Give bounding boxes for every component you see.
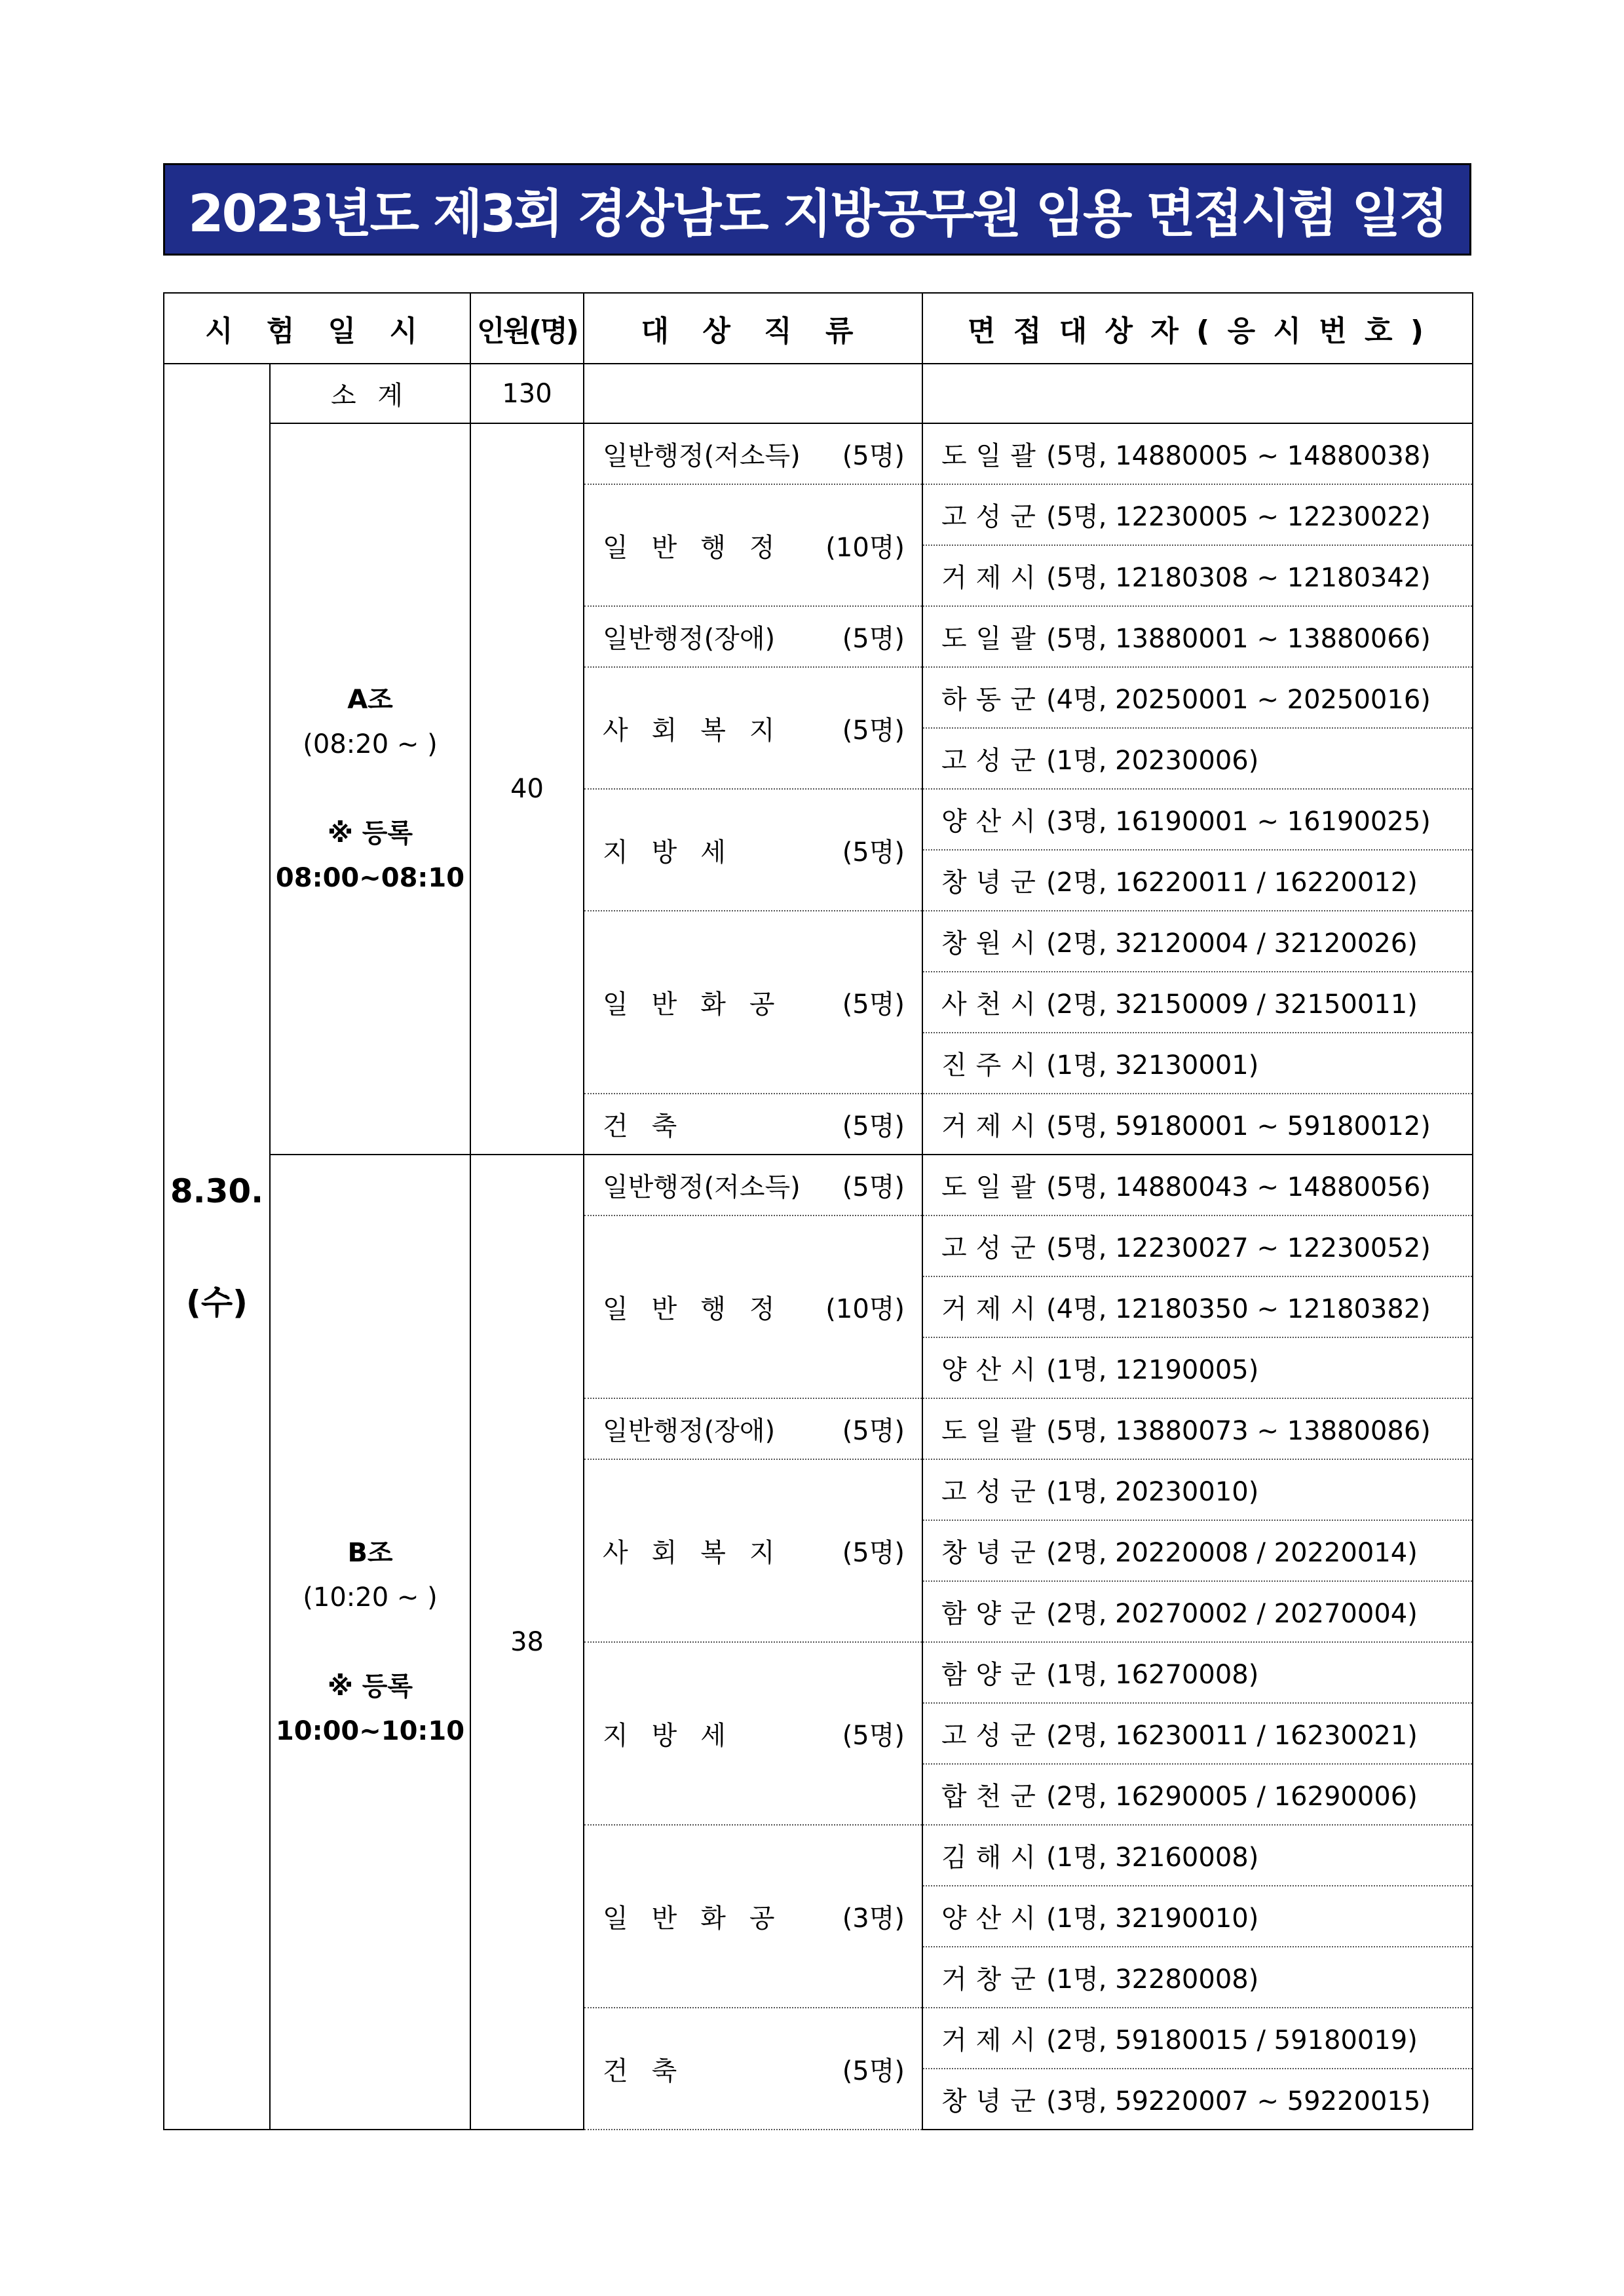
subtotal-row [164,364,1473,423]
candidate-cell [922,545,1473,606]
candidate-region: 고성군 [941,746,1045,776]
job-name: 일반행정(장애) [603,1416,776,1446]
candidate-numbers [1046,1105,1452,1143]
candidate-cell [922,1398,1473,1459]
registration-label: ※ 등록 [327,818,413,849]
candidate-cell [922,1947,1473,2008]
job-name: 일반행정(장애) [603,624,776,654]
job-cell [584,911,922,1094]
candidate-numbers [1046,862,1452,899]
candidate-cell [922,1155,1473,1215]
job-cell [584,789,922,911]
candidate-cell [922,423,1473,484]
job-count: (5명) [842,989,905,1020]
candidate-range: (1명, 12190005) [1046,1355,1259,1385]
job-name: 일반행정 [603,1294,799,1324]
candidate-range: (5명, 12180308 ~ 12180342) [1046,563,1431,593]
candidate-region: 창녕군 [941,2086,1045,2116]
candidate-numbers [1046,1532,1452,1569]
group-count: 38 [470,1155,584,2130]
candidate-region: 거제시 [941,2025,1045,2056]
candidate-region: 양산시 [941,1355,1045,1385]
group-cell [270,1155,470,2130]
candidate-region: 도일괄 [941,1416,1045,1446]
candidate-range: (1명, 32280008) [1046,1964,1259,1995]
header-date: 시 험 일 시 [164,293,470,364]
candidate-region: 창원시 [941,928,1045,959]
candidate-numbers [1046,1227,1452,1265]
job-count: (5명) [842,1721,905,1751]
candidate-region: 함양군 [941,1660,1045,1690]
header-job: 대 상 직 류 [584,293,922,364]
exam-date-cell [164,364,270,2130]
candidate-region: 하동군 [941,685,1045,715]
candidate-cell [922,1459,1473,1520]
candidate-range: (2명, 59180015 / 59180019) [1046,2025,1418,2056]
group-name: A조 [347,685,393,715]
job-count: (5명) [842,1538,905,1568]
registration-time: 08:00~08:10 [275,863,465,893]
candidate-numbers [1046,1166,1452,1204]
table-row [164,1155,1473,1215]
job-cell [584,606,922,667]
candidate-numbers [1046,740,1452,777]
candidate-range: (5명, 12230005 ~ 12230022) [1046,502,1431,532]
header-candidates: 면 접 대 상 자 ( 응 시 번 호 ) [922,293,1473,364]
job-cell [584,1642,922,1825]
candidate-numbers [1046,1776,1452,1813]
candidate-range: (1명, 32130001) [1046,1050,1259,1081]
job-count: (5명) [842,837,905,868]
candidate-numbers [1046,1471,1452,1508]
job-cell [584,423,922,484]
candidate-region: 거창군 [941,1964,1045,1995]
candidate-cell [922,1703,1473,1764]
candidate-region: 거제시 [941,1111,1045,1141]
candidate-cell [922,1581,1473,1642]
candidate-numbers [1046,618,1452,655]
candidate-cell [922,2008,1473,2069]
job-name: 일반행정(저소득) [603,1172,801,1202]
candidate-numbers [1046,2080,1452,2118]
candidate-range: (5명, 14880043 ~ 14880056) [1046,1172,1431,1202]
job-name: 사회복지 [603,1538,799,1568]
group-time: (10:20 ~ ) [303,1582,438,1613]
job-count: (3명) [842,1904,905,1934]
candidate-numbers [1046,1593,1452,1630]
candidate-region: 도일괄 [941,1172,1045,1202]
job-count: (5명) [842,1111,905,1141]
candidate-range: (2명, 32150009 / 32150011) [1046,989,1418,1020]
registration-time: 10:00~10:10 [275,1716,465,1746]
candidate-cell [922,1337,1473,1398]
group-count: 40 [470,423,584,1155]
job-count: (5명) [842,1172,905,1202]
candidate-region: 창녕군 [941,868,1045,898]
job-name: 일반행정(저소득) [603,441,801,471]
candidate-range: (3명, 59220007 ~ 59220015) [1046,2086,1431,2116]
candidate-cell [922,1033,1473,1094]
job-name: 사회복지 [603,715,799,746]
candidate-region: 사천시 [941,989,1045,1020]
candidate-cell [922,789,1473,850]
job-count: (10명) [825,1294,905,1324]
candidate-numbers [1046,1349,1452,1387]
candidate-cell [922,1215,1473,1276]
candidate-region: 양산시 [941,1904,1045,1934]
candidate-cell [922,606,1473,667]
subtotal-count: 130 [470,364,584,423]
job-name: 일반화공 [603,989,799,1020]
job-name: 건축 [603,1111,701,1141]
candidate-cell [922,1520,1473,1581]
candidate-numbers [1046,1715,1452,1752]
candidate-region: 진주시 [941,1050,1045,1081]
candidate-range: (1명, 20230010) [1046,1477,1259,1507]
header-row [164,293,1473,364]
job-count: (10명) [825,532,905,563]
table-row [164,423,1473,484]
job-name: 지방세 [603,1721,749,1751]
page-title: 2023년도 제3회 경상남도 지방공무원 임용 면접시험 일정 [188,184,1446,244]
candidate-cell [922,850,1473,911]
candidate-region: 창녕군 [941,1538,1045,1568]
candidate-range: (5명, 13880001 ~ 13880066) [1046,624,1431,654]
candidate-region: 고성군 [941,1477,1045,1507]
candidate-numbers [1046,679,1452,716]
candidate-cell [922,2069,1473,2130]
candidate-range: (4명, 20250001 ~ 20250016) [1046,685,1431,715]
candidate-numbers [1046,496,1452,533]
job-cell [584,1215,922,1398]
candidate-range: (4명, 12180350 ~ 12180382) [1046,1294,1431,1324]
schedule-table [163,292,1473,2130]
candidate-range: (5명, 59180001 ~ 59180012) [1046,1111,1431,1141]
job-name: 일반화공 [603,1904,799,1934]
candidate-numbers [1046,1654,1452,1691]
candidate-region: 고성군 [941,1233,1045,1263]
candidate-region: 김해시 [941,1843,1045,1873]
candidate-region: 도일괄 [941,441,1045,471]
candidate-numbers [1046,1410,1452,1447]
candidate-cell [922,1642,1473,1703]
candidate-cell [922,1825,1473,1886]
candidate-cell [922,1886,1473,1947]
job-cell [584,484,922,606]
candidate-cell [922,728,1473,789]
exam-date: 8.30. [170,1172,264,1210]
candidate-range: (5명, 12230027 ~ 12230052) [1046,1233,1431,1263]
candidate-cell [922,1094,1473,1155]
job-cell [584,1459,922,1642]
candidate-range: (3명, 16190001 ~ 16190025) [1046,807,1431,837]
registration-label: ※ 등록 [327,1672,413,1702]
candidate-range: (1명, 32160008) [1046,1843,1259,1873]
job-cell [584,1398,922,1459]
candidate-numbers [1046,1044,1452,1082]
subtotal-label: 소 계 [270,364,470,423]
candidate-region: 고성군 [941,1721,1045,1751]
job-name: 일반행정 [603,532,799,563]
subtotal-job-empty [584,364,922,423]
candidate-cell [922,911,1473,972]
candidate-region: 거제시 [941,1294,1045,1324]
candidate-region: 합천군 [941,1782,1045,1812]
group-spacer [271,767,470,811]
candidate-numbers [1046,1288,1452,1326]
candidate-region: 함양군 [941,1599,1045,1629]
candidate-range: (1명, 32190010) [1046,1904,1259,1934]
header-count: 인원(명) [470,293,584,364]
candidate-cell [922,1276,1473,1337]
candidate-range: (1명, 20230006) [1046,746,1259,776]
job-cell [584,667,922,789]
candidate-region: 양산시 [941,807,1045,837]
candidate-range: (2명, 16220011 / 16220012) [1046,868,1418,898]
candidate-range: (2명, 16230011 / 16230021) [1046,1721,1418,1751]
candidate-range: (2명, 32120004 / 32120026) [1046,928,1418,959]
candidate-numbers [1046,1959,1452,1996]
candidate-numbers [1046,923,1452,960]
group-spacer [271,1620,470,1664]
job-cell [584,1094,922,1155]
subtotal-cand-empty [922,364,1473,423]
candidate-range: (5명, 13880073 ~ 13880086) [1046,1416,1431,1446]
candidate-range: (1명, 16270008) [1046,1660,1259,1690]
job-count: (5명) [842,624,905,654]
job-name: 지방세 [603,837,749,868]
candidate-numbers [1046,557,1452,594]
job-name: 건축 [603,2056,701,2086]
candidate-region: 고성군 [941,502,1045,532]
candidate-numbers [1046,1898,1452,1935]
candidate-range: (2명, 16290005 / 16290006) [1046,1782,1418,1812]
candidate-numbers [1046,2019,1452,2057]
candidate-cell [922,667,1473,728]
group-cell [270,423,470,1155]
group-name: B조 [347,1538,393,1568]
candidate-numbers [1046,435,1452,472]
job-count: (5명) [842,441,905,471]
candidate-region: 거제시 [941,563,1045,593]
job-count: (5명) [842,1416,905,1446]
candidate-region: 도일괄 [941,624,1045,654]
title-banner [163,163,1471,256]
job-cell [584,2008,922,2130]
job-count: (5명) [842,2056,905,2086]
candidate-cell [922,1764,1473,1825]
group-time: (08:20 ~ ) [303,729,438,759]
candidate-range: (2명, 20270002 / 20270004) [1046,1599,1418,1629]
candidate-cell [922,972,1473,1033]
candidate-cell [922,484,1473,545]
job-count: (5명) [842,715,905,746]
exam-weekday: (수) [185,1283,248,1322]
candidate-range: (2명, 20220008 / 20220014) [1046,1538,1418,1568]
job-cell [584,1155,922,1215]
candidate-numbers [1046,801,1452,838]
job-cell [584,1825,922,2008]
candidate-numbers [1046,984,1452,1021]
candidate-range: (5명, 14880005 ~ 14880038) [1046,441,1431,471]
candidate-numbers [1046,1837,1452,1874]
